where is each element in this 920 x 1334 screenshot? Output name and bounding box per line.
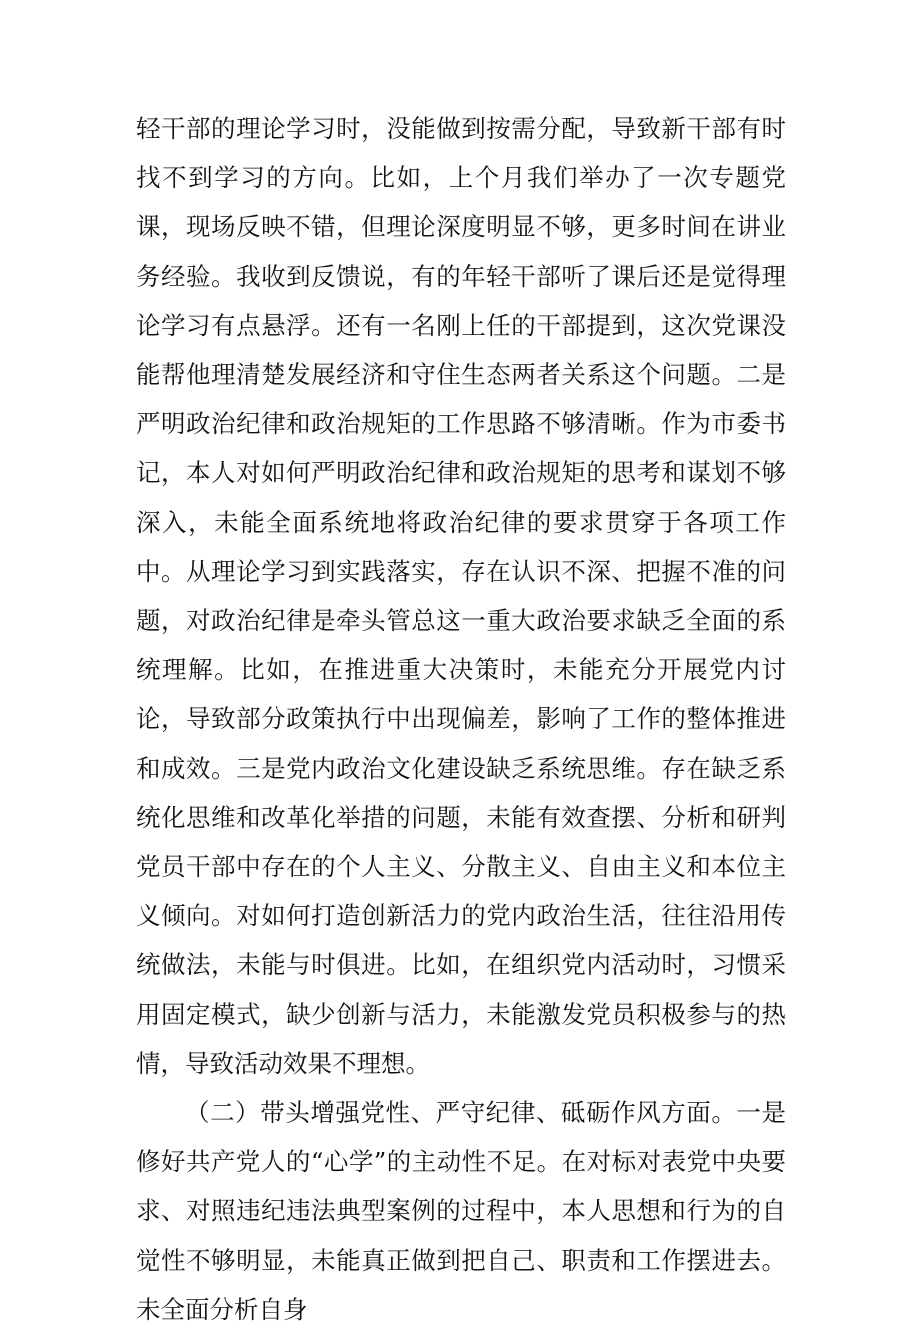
document-body [136, 104, 786, 1334]
paragraph-section-two: （二）带头增强党性、严守纪律、砥砺作风方面。一是修好共产党人的“心学”的主动性不足。在对标对表党中央要求、对照违纪违法典型案例的过程中，本人思想和行为的自觉性不够明显，未能真正做到把自己、职责和工作摆进去。未全面分析自身 [136, 1098, 786, 1324]
paragraph-continued: 轻干部的理论学习时，没能做到按需分配，导致新干部有时找不到学习的方向。比如，上个月我们举办了一次专题党课，现场反映不错，但理论深度明显不够，更多时间在讲业务经验。我收到反馈说，有的年轻干部听了课后还是觉得理论学习有点悬浮。还有一名刚上任的干部提到，这次党课没能帮他理清楚发展经济和守住生态两者关系这个问题。二是严明政治纪律和政治规矩的工作思路不够清晰。作为市委书记，本人对如何严明政治纪律和政治规矩的思考和谋划不够深入，未能全面系统地将政治纪律的要求贯穿于各项工作中。从理论学习到实践落实，存在认识不深、把握不准的问题，对政治纪律是牵头管总这一重大政治要求缺乏全面的系统理解。比如，在推进重大决策时，未能充分开展党内讨论，导致部分政策执行中出现偏差，影响了工作的整体推进和成效。三是党内政治文化建设缺乏系统思维。存在缺乏系统化思维和改革化举措的问题，未能有效查摆、分析和研判党员干部中存在的个人主义、分散主义、自由主义和本位主义倾向。对如何打造创新活力的党内政治生活，往往沿用传统做法，未能与时俱进。比如，在组织党内活动时，习惯采用固定模式，缺少创新与活力，未能激发党员积极参与的热情，导致活动效果不理想。 [136, 114, 786, 1078]
